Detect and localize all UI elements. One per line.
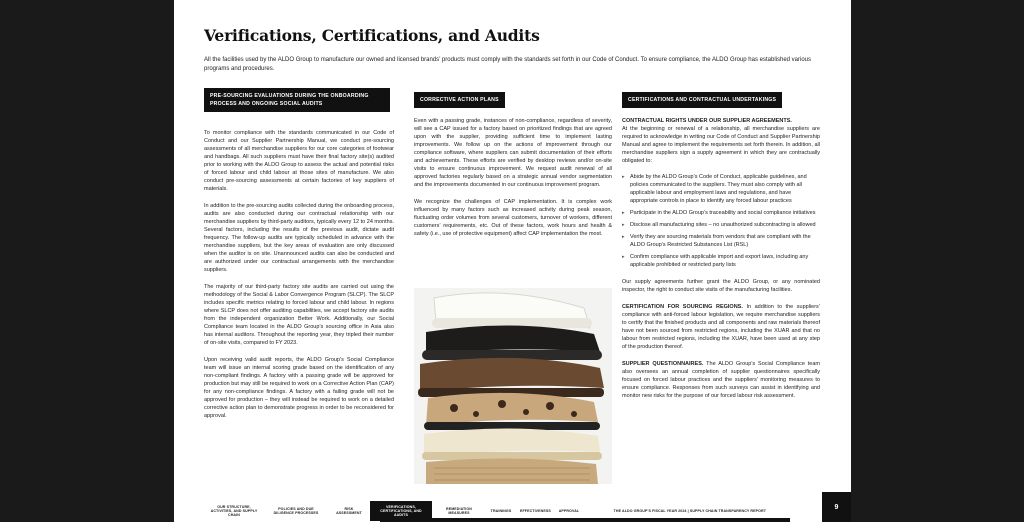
section-header-pre-sourcing: PRE-SOURCING EVALUATIONS DURING THE ONBOARDING PROCESS AND ONGOING SOCIAL AUDITS bbox=[204, 88, 390, 112]
footer bbox=[204, 500, 816, 522]
subheading-certification: CERTIFICATION FOR SOURCING REGIONS. bbox=[622, 304, 743, 310]
subheading-questionnaires: SUPPLIER QUESTIONNAIRES. bbox=[622, 361, 704, 367]
paragraph: CERTIFICATION FOR SOURCING REGIONS. In addition to the suppliers’ compliance with anti-forced labour legislation, we require merchandise suppliers to certify that the finished products and all components and raw materials thereof have not been sourced from restricted regions, including the XUAR and that no labour from restricted regions, including the XUAR, have been used at any step of the production thereof. bbox=[622, 304, 820, 350]
paragraph: Upon receiving valid audit reports, the ALDO Group’s Social Compliance team will issue an internal scoring grade based on the identification of any non-compliant findings. A factory with a passing grade will be approved for production but may still be required to work on a Corrective Action Plan (CAP) for any non-compliance findings. A factory with a failing grade will not be approved for production – they will instead be required to work on a detailed corrective action plan to demonstrate progress in order to be reconsidered for approval. bbox=[204, 357, 394, 419]
bullet-triangle-icon: ▸ bbox=[622, 234, 625, 240]
column-pre-sourcing bbox=[204, 88, 394, 420]
report-page bbox=[174, 0, 851, 522]
bullet-triangle-icon: ▸ bbox=[622, 210, 625, 216]
nav-item-verifications[interactable]: VERIFICATIONS, CERTIFICATIONS, AND AUDITS bbox=[370, 501, 432, 522]
nav-item-trainings[interactable]: TRAININGS bbox=[490, 508, 512, 513]
paragraph: SUPPLIER QUESTIONNAIRES. The ALDO Group’s Social Compliance team also oversees an annual completion of supplier questionnaires specifically focused on forced labour practices and the suppliers’ monitoring measures to ensure compliance. Responses from such surveys can assist in identifying and monitor new risks for the purpose of our forced labour risk assessment. bbox=[622, 361, 820, 399]
nav-item-remediation[interactable]: REMEDIATION MEASURES bbox=[446, 506, 472, 515]
nav-item-structure[interactable]: OUR STRUCTURE, ACTIVITIES, AND SUPPLY CHAIN bbox=[210, 504, 258, 518]
list-item: ▸ Abide by the ALDO Group’s Code of Conduct, applicable guidelines, and policies communicated to the suppliers. They must also comply with all applicable labour and employment laws and regulations, and have appropriate controls in place to identify any forced labour practices bbox=[622, 174, 807, 204]
page-title: Verifications, Certifications, and Audits bbox=[204, 26, 540, 45]
section-nav bbox=[204, 504, 584, 518]
nav-item-effectiveness[interactable]: EFFECTIVENESS bbox=[520, 508, 551, 513]
sandals-photo bbox=[414, 288, 612, 484]
bullet-triangle-icon: ▸ bbox=[622, 254, 625, 260]
paragraph: Even with a passing grade, instances of non-compliance, regardless of severity, will see a CAP issued for a factory based on prioritized findings that are agreed upon with the supplier, providing sufficient time to implement lasting improvements. We follow up on the actions of improvement through our compliance software, where suppliers can submit documentation of their efforts and achievements. These efforts are verified by desktop reviews and/or on-site visits to ensure continuous improvement. We request audit renewal of all approved factories regularly based on a strategic annual vendor segmentation and the improvements documented in our continuous improvement program. bbox=[414, 118, 612, 188]
section-header-corrective-action: CORRECTIVE ACTION PLANS bbox=[414, 92, 505, 108]
column-certifications bbox=[622, 88, 820, 400]
sandals-illustration bbox=[414, 288, 612, 484]
report-title: THE ALDO GROUP’S FISCAL YEAR 2024 | SUPPLY CHAIN TRANSPARENCY REPORT bbox=[613, 509, 766, 513]
contractual-rights-text: At the beginning or renewal of a relationship, all merchandise suppliers are required to acknowledge in writing our Code of Conduct and Supplier Partnership Manual and agree to implement the requirements set forth therein. In addition, all merchandise suppliers sign a supply agreement in which they are contractually obligated to: bbox=[622, 126, 820, 164]
nav-item-risk[interactable]: RISK ASSESSMENT bbox=[336, 506, 362, 515]
list-item: ▸ Participate in the ALDO Group’s traceability and social compliance initiatives bbox=[622, 210, 816, 216]
list-item: ▸ Confirm compliance with applicable import and export laws, including any applicable prohibited or restricted party lists bbox=[622, 254, 809, 268]
active-section-bar bbox=[380, 518, 790, 522]
nav-item-approval[interactable]: APPROVAL bbox=[558, 508, 580, 513]
paragraph: Our supply agreements further grant the ALDO Group, or any nominated inspector, the right to conduct site visits of the manufacturing facilities. bbox=[622, 279, 820, 293]
list-item: ▸ Verify they are sourcing materials from vendors that are compliant with the ALDO Group’s Restricted Substances List (RSL) bbox=[622, 234, 811, 248]
nav-item-policies[interactable]: POLICIES AND DUE DILIGENCE PROCESSES bbox=[273, 506, 319, 515]
column-corrective-action bbox=[414, 88, 612, 238]
obligations-list bbox=[622, 173, 820, 269]
paragraph bbox=[622, 117, 820, 165]
paragraph: In addition to the pre-sourcing audits collected during the onboarding process, audits are also conducted during our contractual relationship with our merchandise suppliers by third-party auditors, typically every 12 to 24 months. Several factors, including the results of the previous audit, dictate audit frequency. The follow-up audits are typically scheduled in advance with the merchandise suppliers, but the key areas of evaluation are only discussed when the auditor is on site. Unannounced audits can also be conducted and are authorized under our contractual arrangements with the merchandise suppliers. bbox=[204, 203, 394, 273]
paragraph: To monitor compliance with the standards communicated in our Code of Conduct and our Supplier Partnership Manual, we conduct pre-sourcing assessments of all merchandise suppliers for our core categories of footwear and handbags. All such suppliers must have their final factory site(s) audited prior to working with the ALDO Group to assess the actual and potential risks of forced labour and child labour at those sites of manufacture. We also conduct pre-sourcing assessments at certain factories of key suppliers of materials. bbox=[204, 130, 394, 192]
bullet-triangle-icon: ▸ bbox=[622, 174, 625, 180]
bullet-triangle-icon: ▸ bbox=[622, 222, 625, 228]
list-item: ▸ Disclose all manufacturing sites – no unauthorized subcontracting is allowed bbox=[622, 222, 816, 228]
subheading-contractual-rights: CONTRACTUAL RIGHTS UNDER OUR SUPPLIER AGREEMENTS. bbox=[622, 118, 792, 124]
paragraph: We recognize the challenges of CAP implementation. It is complex work influenced by many factors such as increased activity during peak season, fluctuating order volumes from several customers, turnover of workers, different customers’ requirements, etc. Out of these factors, work hours and health & safety (i.e., use of protective equipment) affect CAP implementation the most. bbox=[414, 199, 612, 237]
intro-paragraph: All the facilities used by the ALDO Group to manufacture our owned and licensed brands’ products must comply with the standards set forth in our Code of Conduct. To ensure compliance, the ALDO Group has established various programs and procedures. bbox=[204, 57, 811, 72]
section-header-certifications: CERTIFICATIONS AND CONTRACTUAL UNDERTAKINGS bbox=[622, 92, 782, 108]
page-number: 9 bbox=[822, 492, 851, 522]
paragraph: The majority of our third-party factory site audits are carried out using the methodology of the Social & Labor Convergence Program (SLCP). The SLCP includes specific metrics relating to forced labour and child labour. In regions where SLCP does not offer auditing capabilities, we accept factory site audits from the independent organization Better Work. Additionally, our Social Compliance team located in the ALDO Group’s sourcing office in Asia also has internal auditors. Throughout the reporting year, they tripled their number of on-site visits, compared to FY 2023. bbox=[204, 284, 394, 346]
